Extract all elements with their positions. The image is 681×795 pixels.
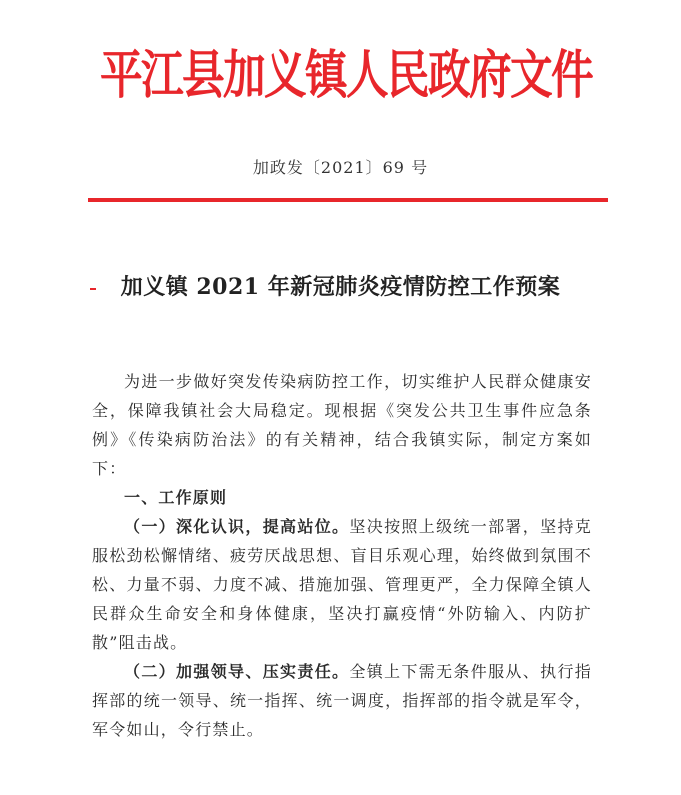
item-2-text: 全镇上下需无条件服从、执行指挥部的统一领导、统一指挥、统一调度，指挥部的指令就是军令，军令如山，令行禁止。: [92, 662, 592, 739]
masthead-title: 平江县加义镇人民政府文件: [99, 44, 592, 106]
item-1-text: 坚决按照上级统一部署，坚持克服松劲松懈情绪、疲劳厌战思想、盲目乐观心理，始终做到氛围不松、力量不弱、力度不减、措施加强、管理更严，全力保障全镇人民群众生命安全和身体健康，坚决打赢疫情“外防输入、内防扩散”阻击战。: [92, 517, 592, 652]
document-title: 加义镇 2021 年新冠肺炎疫情防控工作预案: [120, 274, 561, 300]
section-heading: 一、工作原则: [124, 488, 228, 507]
document-body: [92, 367, 592, 744]
item-1-lead: （一）深化认识，提高站位。: [124, 517, 350, 536]
intro-paragraph: 为进一步做好突发传染病防控工作，切实维护人民群众健康安全，保障我镇社会大局稳定。现根据《突发公共卫生事件应急条例》《传染病防治法》的有关精神，结合我镇实际，制定方案如下：: [92, 372, 592, 478]
item-1-paragraph: [92, 512, 592, 657]
red-divider-line: [88, 198, 608, 202]
document-number: 加政发〔2021〕69 号: [252, 158, 429, 177]
masthead: [78, 28, 613, 112]
item-2-paragraph: [92, 657, 592, 744]
item-2-lead: （二）加强领导、压实责任。: [124, 662, 350, 681]
